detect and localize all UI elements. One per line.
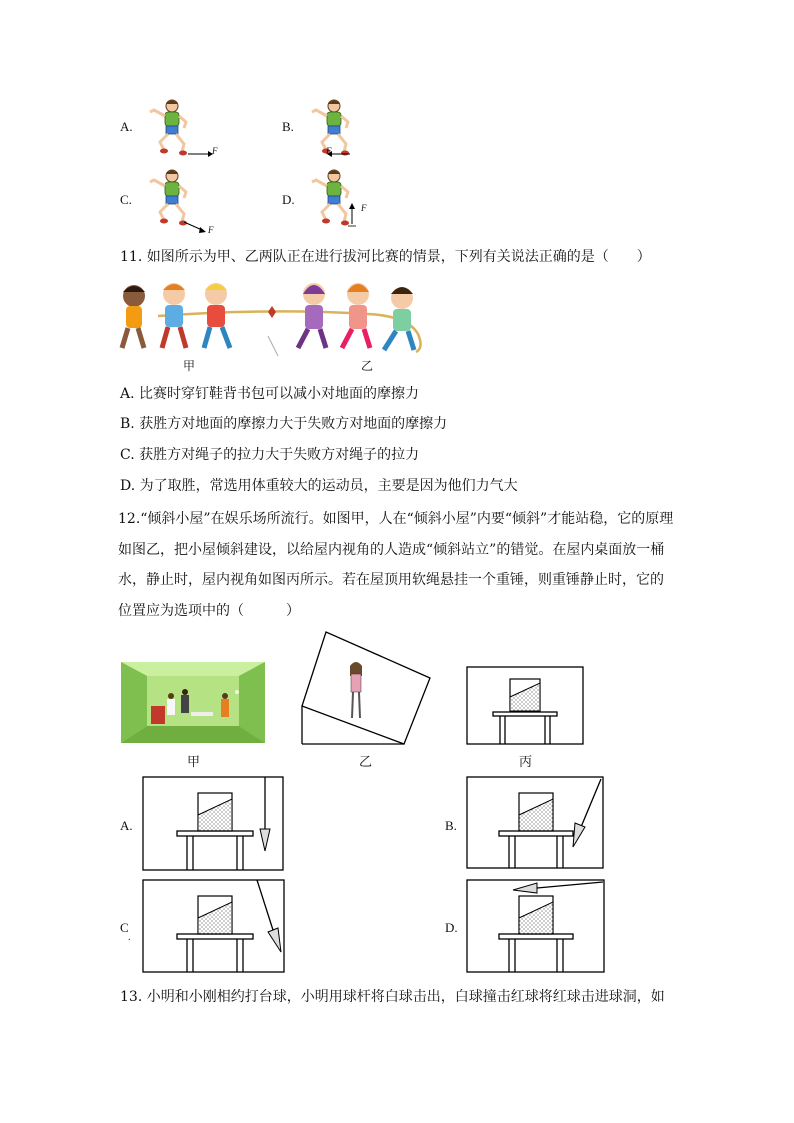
figure-jia-label: 甲 [187,755,201,770]
q12-option-a-figure [143,777,284,871]
q10-option-c-label: C. [120,192,132,207]
figure-yi-label: 乙 [359,755,373,770]
q10-option-a-figure [150,98,220,158]
team-a-label: 甲 [183,359,196,373]
q12-option-d-label: D. [445,920,458,935]
q11-option-d: D. 为了取胜，常选用体重较大的运动员，主要是因为他们力气大 [120,478,518,494]
q10-option-b-force: F [326,146,332,156]
q13-stem: 13. 小明和小刚相约打台球，小明用球杆将白球击出，白球撞击红球将红球击进球洞，如 [120,989,665,1005]
q10-option-d-figure [312,168,382,233]
q12-option-c-label: C [120,920,129,935]
team-b-label: 乙 [361,359,374,373]
q11-stem: 11. 如图所示为甲、乙两队正在进行拔河比赛的情景，下列有关说法正确的是（ ） [120,249,651,265]
q12-stem-line-2: 如图乙，把小屋倾斜建设，以给屋内视角的人造成“倾斜站立”的错觉。在屋内桌面放一桶 [118,542,665,558]
q12-stem-line-3: 水，静止时，屋内视角如图丙所示。若在屋顶用软绳悬挂一个重锤，则重锤静止时，它的 [118,572,664,588]
q10-option-c-figure [150,168,220,233]
q10-option-c-force: F [208,225,214,235]
q11-option-a: A. 比赛时穿钉鞋背书包可以减小对地面的摩擦力 [120,386,420,402]
figure-yi-tilted-house [300,632,435,747]
q11-option-c: C. 获胜方对绳子的拉力大于失败方对绳子的拉力 [120,447,420,463]
q10-option-a-force: F [212,146,218,156]
figure-jia-photo [121,662,265,743]
q10-option-d-label: D. [282,192,295,207]
q12-option-c-figure [143,880,285,973]
figure-bing-room-view [467,667,584,745]
q11-option-b: B. 获胜方对地面的摩擦力大于失败方对地面的摩擦力 [120,416,448,432]
q12-option-b-label: B. [445,818,457,833]
q10-option-a-label: A. [120,119,133,134]
q12-stem-line-4: 位置应为选项中的（ ） [118,603,300,619]
q10-option-b-label: B. [282,119,294,134]
q12-option-c-dot: . [128,932,131,943]
q12-option-d-figure [467,880,605,973]
q12-option-b-figure [467,777,604,869]
q12-stem-line-1: 12.“倾斜小屋”在娱乐场所流行。如图甲，人在“倾斜小屋”内要“倾斜”才能站稳，它的原理 [118,511,674,527]
tug-of-war-illustration [118,278,430,358]
figure-bing-label: 丙 [519,755,533,770]
q12-option-a-label: A. [120,818,133,833]
q10-option-b-figure [312,98,382,158]
q10-option-d-force: F [361,203,367,213]
